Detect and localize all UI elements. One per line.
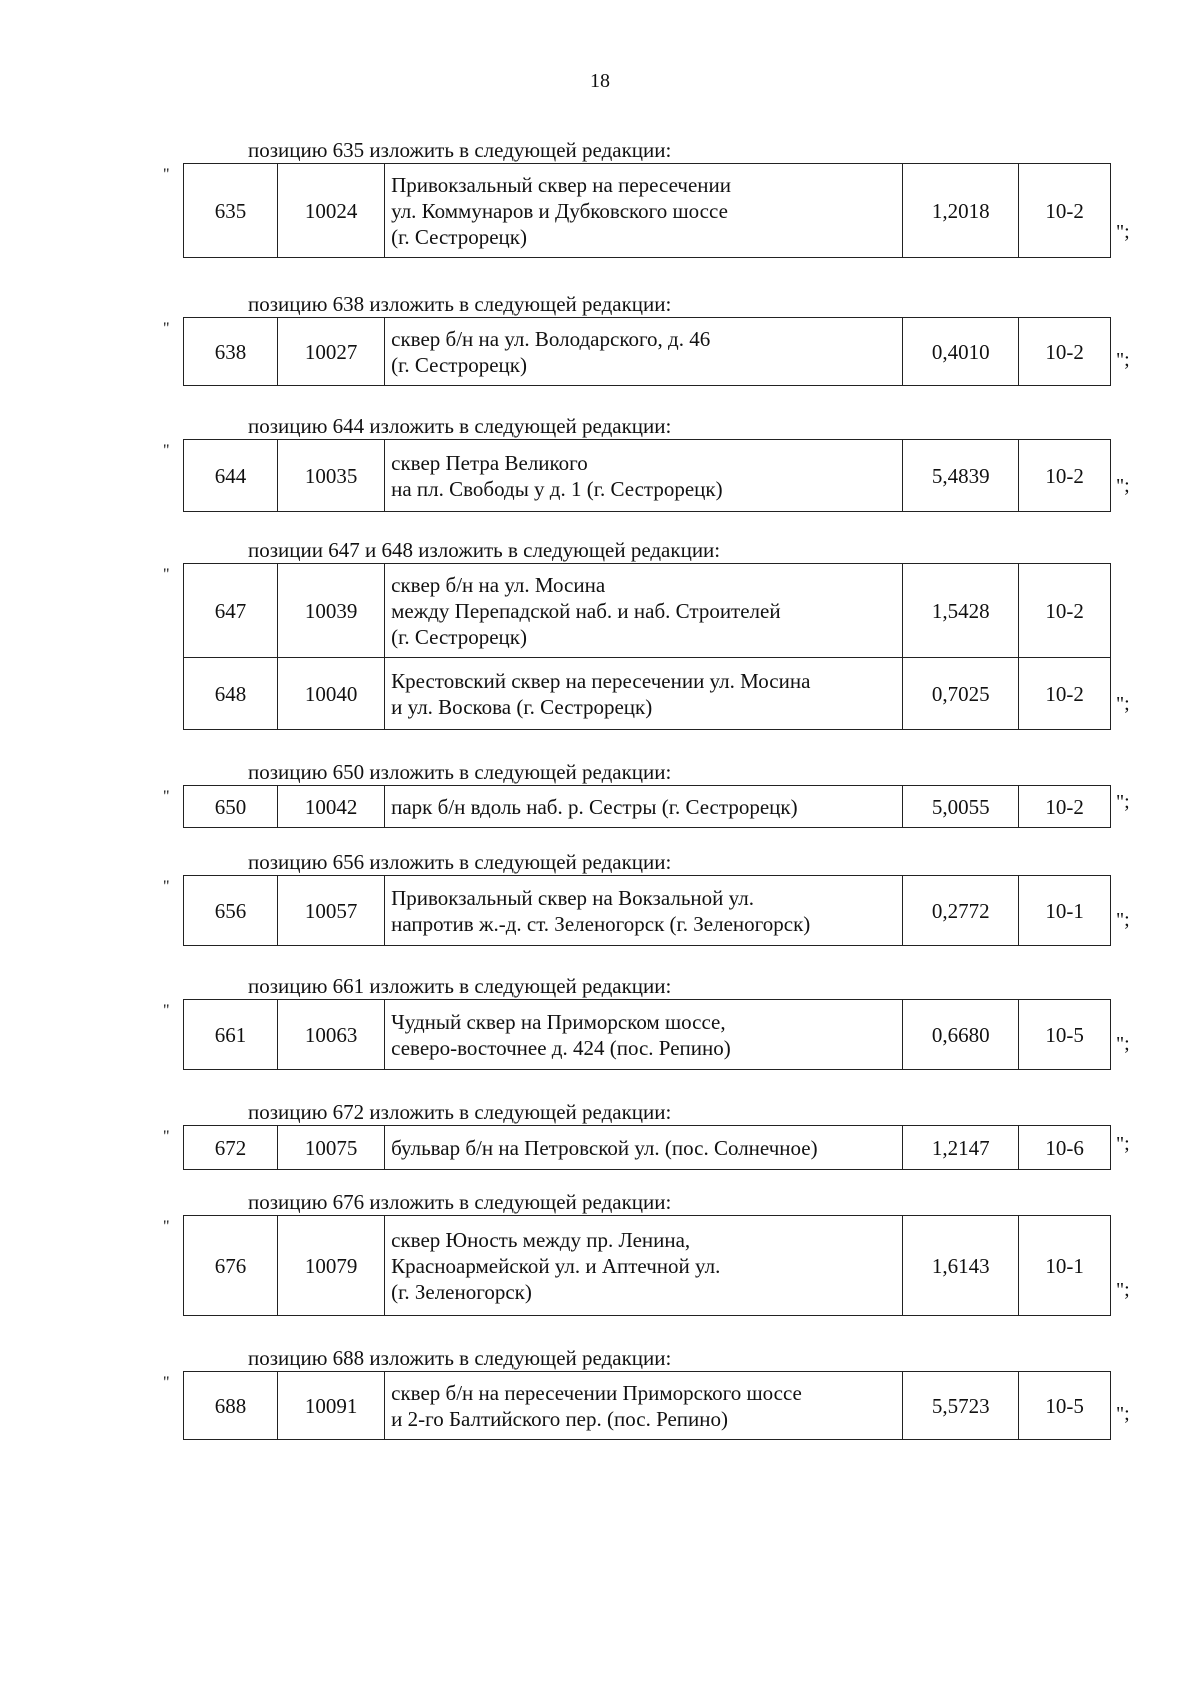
object-name-line: Крестовский сквер на пересечении ул. Мосина	[391, 668, 811, 693]
opening-quote: "	[163, 1374, 170, 1391]
closing-quote: ";	[1116, 1403, 1130, 1425]
opening-quote: "	[163, 166, 170, 183]
amendment-instruction: позицию 638 изложить в следующей редакции:	[248, 292, 672, 316]
position-number: 661	[184, 1000, 278, 1070]
opening-quote: "	[163, 1218, 170, 1235]
object-name-line: и 2-го Балтийского пер. (пос. Репино)	[391, 1406, 729, 1431]
object-name-line: сквер б/н на ул. Мосина	[391, 572, 606, 597]
closing-quote: ";	[1116, 1033, 1130, 1055]
table-row	[184, 786, 1111, 828]
opening-quote: "	[163, 1128, 170, 1145]
object-name-line: сквер Юность между пр. Ленина,	[391, 1227, 691, 1252]
object-name-line: (г. Сестрорецк)	[391, 224, 527, 249]
table-row	[184, 1372, 1111, 1440]
object-code: 10024	[278, 164, 385, 258]
table-row	[184, 658, 1111, 730]
position-table	[183, 785, 1111, 828]
position-number: 688	[184, 1372, 278, 1440]
object-code: 10091	[278, 1372, 385, 1440]
closing-quote: ";	[1116, 475, 1130, 497]
opening-quote: "	[163, 788, 170, 805]
area-value: 0,7025	[903, 658, 1019, 730]
amendment-instruction: позицию 644 изложить в следующей редакции:	[248, 414, 672, 438]
position-table	[183, 163, 1111, 258]
area-value: 0,4010	[903, 318, 1019, 386]
object-code: 10057	[278, 876, 385, 946]
amendment-instruction: позицию 650 изложить в следующей редакции:	[248, 760, 672, 784]
object-name-line: северо-восточнее д. 424 (пос. Репино)	[391, 1035, 731, 1060]
position-table	[183, 875, 1111, 946]
position-table	[183, 999, 1111, 1070]
object-code: 10035	[278, 440, 385, 512]
amendment-instruction: позицию 672 изложить в следующей редакции:	[248, 1100, 672, 1124]
object-name	[385, 786, 903, 828]
area-value: 1,2018	[903, 164, 1019, 258]
object-code: 10042	[278, 786, 385, 828]
area-value: 5,0055	[903, 786, 1019, 828]
closing-quote: ";	[1116, 221, 1130, 243]
position-table	[183, 1125, 1111, 1170]
amendment-instruction: позицию 688 изложить в следующей редакции:	[248, 1346, 672, 1370]
table-row	[184, 318, 1111, 386]
table-row	[184, 1216, 1111, 1316]
zone-code: 10-2	[1019, 164, 1111, 258]
position-table	[183, 563, 1111, 730]
area-value: 1,5428	[903, 564, 1019, 658]
position-number: 644	[184, 440, 278, 512]
object-name-line: бульвар б/н на Петровской ул. (пос. Солнечное)	[391, 1135, 818, 1160]
position-table	[183, 1371, 1111, 1440]
position-number: 647	[184, 564, 278, 658]
object-name-line: сквер Петра Великого	[391, 450, 588, 475]
table-row	[184, 876, 1111, 946]
table-row	[184, 564, 1111, 658]
object-name-line: между Перепадской наб. и наб. Строителей	[391, 598, 781, 623]
object-name-line: и ул. Воскова (г. Сестрорецк)	[391, 694, 653, 719]
object-name	[385, 1372, 903, 1440]
zone-code: 10-2	[1019, 658, 1111, 730]
closing-quote: ";	[1116, 1133, 1130, 1155]
object-name	[385, 1126, 903, 1170]
position-number: 656	[184, 876, 278, 946]
table-row	[184, 1000, 1111, 1070]
amendment-instruction: позицию 635 изложить в следующей редакции:	[248, 138, 672, 162]
object-name-line: ул. Коммунаров и Дубковского шоссе	[391, 198, 728, 223]
object-name	[385, 876, 903, 946]
position-number: 648	[184, 658, 278, 730]
object-name	[385, 1216, 903, 1316]
object-name-line: напротив ж.-д. ст. Зеленогорск (г. Зеленогорск)	[391, 911, 811, 936]
object-name-line: сквер б/н на пересечении Приморского шоссе	[391, 1380, 802, 1405]
table-row	[184, 164, 1111, 258]
amendment-instruction: позиции 647 и 648 изложить в следующей редакции:	[248, 538, 721, 562]
position-table	[183, 439, 1111, 512]
opening-quote: "	[163, 878, 170, 895]
area-value: 5,4839	[903, 440, 1019, 512]
zone-code: 10-6	[1019, 1126, 1111, 1170]
object-code: 10063	[278, 1000, 385, 1070]
closing-quote: ";	[1116, 693, 1130, 715]
object-name	[385, 1000, 903, 1070]
object-name	[385, 440, 903, 512]
position-number: 672	[184, 1126, 278, 1170]
opening-quote: "	[163, 320, 170, 337]
amendment-instruction: позицию 676 изложить в следующей редакции:	[248, 1190, 672, 1214]
amendment-instruction: позицию 656 изложить в следующей редакции:	[248, 850, 672, 874]
opening-quote: "	[163, 1002, 170, 1019]
closing-quote: ";	[1116, 791, 1130, 813]
object-name	[385, 318, 903, 386]
object-code: 10039	[278, 564, 385, 658]
zone-code: 10-2	[1019, 786, 1111, 828]
zone-code: 10-5	[1019, 1372, 1111, 1440]
zone-code: 10-5	[1019, 1000, 1111, 1070]
object-name-line: Красноармейской ул. и Аптечной ул.	[391, 1253, 721, 1278]
closing-quote: ";	[1116, 1279, 1130, 1301]
area-value: 1,2147	[903, 1126, 1019, 1170]
object-name-line: (г. Сестрорецк)	[391, 624, 527, 649]
object-code: 10040	[278, 658, 385, 730]
area-value: 5,5723	[903, 1372, 1019, 1440]
object-code: 10075	[278, 1126, 385, 1170]
position-number: 676	[184, 1216, 278, 1316]
object-name-line: Привокзальный сквер на Вокзальной ул.	[391, 885, 754, 910]
closing-quote: ";	[1116, 909, 1130, 931]
object-name	[385, 658, 903, 730]
opening-quote: "	[163, 566, 170, 583]
position-number: 638	[184, 318, 278, 386]
opening-quote: "	[163, 442, 170, 459]
object-name-line: сквер б/н на ул. Володарского, д. 46	[391, 326, 711, 351]
position-table	[183, 317, 1111, 386]
object-name-line: Привокзальный сквер на пересечении	[391, 172, 731, 197]
zone-code: 10-1	[1019, 876, 1111, 946]
zone-code: 10-1	[1019, 1216, 1111, 1316]
object-name	[385, 564, 903, 658]
position-number: 650	[184, 786, 278, 828]
object-name-line: (г. Зеленогорск)	[391, 1279, 532, 1304]
amendment-instruction: позицию 661 изложить в следующей редакции:	[248, 974, 672, 998]
object-name-line: Чудный сквер на Приморском шоссе,	[391, 1009, 726, 1034]
area-value: 0,2772	[903, 876, 1019, 946]
object-name-line: (г. Сестрорецк)	[391, 352, 527, 377]
position-table	[183, 1215, 1111, 1316]
object-name-line: парк б/н вдоль наб. р. Сестры (г. Сестрорецк)	[391, 794, 798, 819]
table-row	[184, 1126, 1111, 1170]
closing-quote: ";	[1116, 349, 1130, 371]
object-code: 10027	[278, 318, 385, 386]
object-name	[385, 164, 903, 258]
area-value: 0,6680	[903, 1000, 1019, 1070]
zone-code: 10-2	[1019, 440, 1111, 512]
zone-code: 10-2	[1019, 564, 1111, 658]
position-number: 635	[184, 164, 278, 258]
area-value: 1,6143	[903, 1216, 1019, 1316]
object-name-line: на пл. Свободы у д. 1 (г. Сестрорецк)	[391, 476, 723, 501]
table-row	[184, 440, 1111, 512]
page-number: 18	[590, 70, 610, 92]
object-code: 10079	[278, 1216, 385, 1316]
zone-code: 10-2	[1019, 318, 1111, 386]
